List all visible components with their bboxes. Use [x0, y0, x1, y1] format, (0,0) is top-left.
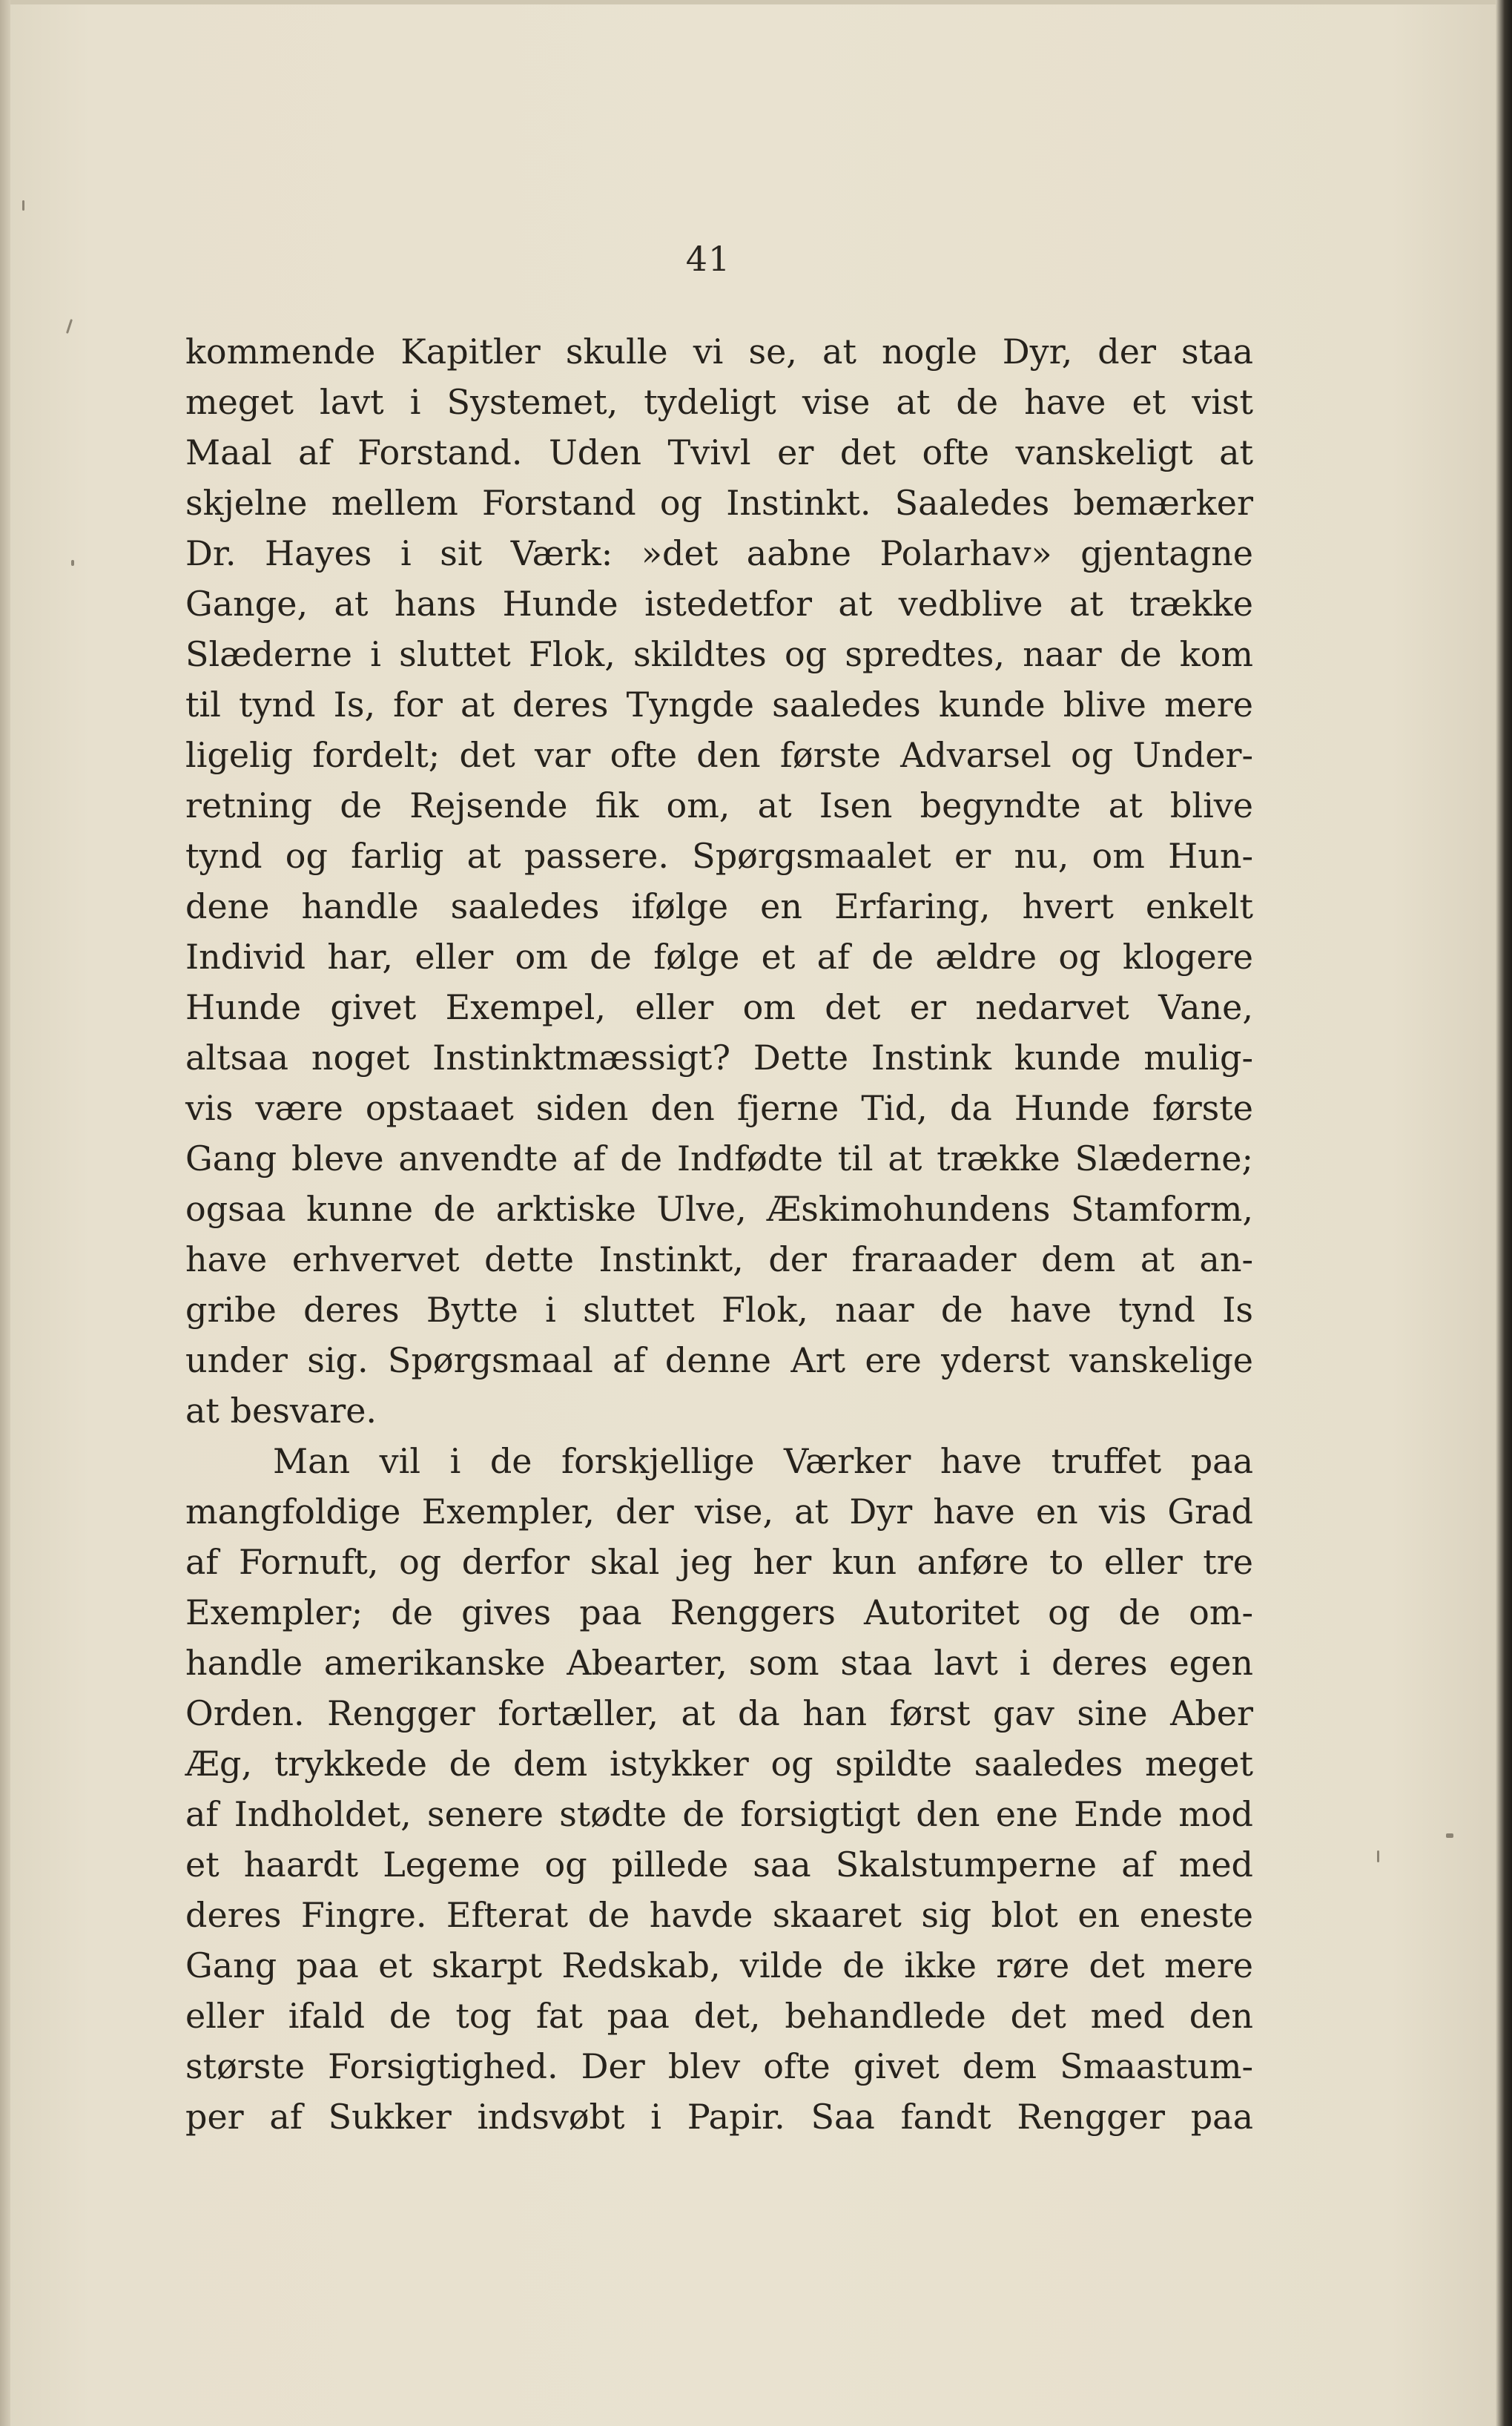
text-line: ogsaa kunne de arktiske Ulve, Æskimohundens Stamform, — [185, 1189, 1253, 1229]
text-line: have erhvervet dette Instinkt, der fraraader dem at an- — [185, 1239, 1253, 1279]
text-line: Exempler; de gives paa Renggers Autoritet og de om- — [185, 1592, 1253, 1632]
paragraph-2 — [185, 1436, 1253, 2142]
text-line: Hunde givet Exempel, eller om det er nedarvet Vane, — [185, 987, 1253, 1027]
text-line: kommende Kapitler skulle vi se, at nogle Dyr, der staa — [185, 332, 1253, 372]
page-top-edge — [0, 0, 1512, 4]
page-number: 41 — [685, 239, 731, 279]
text-line: eller ifald de tog fat paa det, behandlede det med den — [185, 1996, 1253, 2036]
text-line: vis være opstaaet siden den fjerne Tid, da Hunde første — [185, 1088, 1253, 1128]
text-line: ligelig fordelt; det var ofte den første Advarsel og Under- — [185, 735, 1253, 775]
text-line: dene handle saaledes ifølge en Erfaring, hvert enkelt — [185, 886, 1253, 926]
text-line: under sig. Spørgsmaal af denne Art ere yderst vanskelige — [185, 1340, 1253, 1380]
paragraph-1 — [185, 326, 1253, 1436]
text-line: per af Sukker indsvøbt i Papir. Saa fandt Rengger paa — [185, 2097, 1253, 2137]
stray-mark — [1446, 1833, 1453, 1838]
page-left-edge — [0, 0, 10, 2426]
stray-mark — [1377, 1850, 1379, 1862]
text-line: til tynd Is, for at deres Tyngde saaledes kunde blive mere — [185, 685, 1253, 725]
stray-mark — [66, 319, 73, 334]
text-line: retning de Rejsende fik om, at Isen begyndte at blive — [185, 785, 1253, 825]
text-line: Maal af Forstand. Uden Tvivl er det ofte vanskeligt at — [185, 432, 1253, 472]
text-line: Gang paa et skarpt Redskab, vilde de ikke røre det mere — [185, 1945, 1253, 1985]
body-text — [185, 326, 1253, 2142]
text-line: deres Fingre. Efterat de havde skaaret sig blot en eneste — [185, 1895, 1253, 1935]
text-line: Dr. Hayes i sit Værk: »det aabne Polarhav» gjentagne — [185, 533, 1253, 573]
text-line: et haardt Legeme og pillede saa Skalstumperne af med — [185, 1845, 1253, 1885]
text-line: største Forsigtighed. Der blev ofte givet dem Smaastum- — [185, 2046, 1253, 2086]
text-line: af Fornuft, og derfor skal jeg her kun anføre to eller tre — [185, 1542, 1253, 1582]
text-line: af Indholdet, senere stødte de forsigtigt den ene Ende mod — [185, 1794, 1253, 1834]
stray-mark — [71, 560, 74, 566]
text-line: gribe deres Bytte i sluttet Flok, naar de have tynd Is — [185, 1290, 1253, 1330]
text-line: Gange, at hans Hunde istedetfor at vedblive at trække — [185, 584, 1253, 624]
text-line: altsaa noget Instinktmæssigt? Dette Instink kunde mulig- — [185, 1038, 1253, 1078]
text-line: Slæderne i sluttet Flok, skildtes og spredtes, naar de kom — [185, 634, 1253, 674]
text-line: at besvare. — [185, 1391, 377, 1431]
text-line: Individ har, eller om de følge et af de ældre og klogere — [185, 937, 1253, 977]
stray-mark — [22, 200, 24, 211]
text-line: Man vil i de forskjellige Værker have truffet paa — [273, 1441, 1253, 1481]
text-line: handle amerikanske Abearter, som staa lavt i deres egen — [185, 1643, 1253, 1683]
text-line: Gang bleve anvendte af de Indfødte til at trække Slæderne; — [185, 1138, 1253, 1179]
text-line: Orden. Rengger fortæller, at da han først gav sine Aber — [185, 1693, 1253, 1733]
text-line: Æg, trykkede de dem istykker og spildte saaledes meget — [185, 1744, 1253, 1784]
text-line: skjelne mellem Forstand og Instinkt. Saaledes bemærker — [185, 483, 1253, 523]
page-right-edge — [1496, 0, 1512, 2426]
text-line: meget lavt i Systemet, tydeligt vise at de have et vist — [185, 382, 1253, 422]
text-line: mangfoldige Exempler, der vise, at Dyr have en vis Grad — [185, 1491, 1253, 1532]
text-line: tynd og farlig at passere. Spørgsmaalet er nu, om Hun- — [185, 836, 1253, 876]
